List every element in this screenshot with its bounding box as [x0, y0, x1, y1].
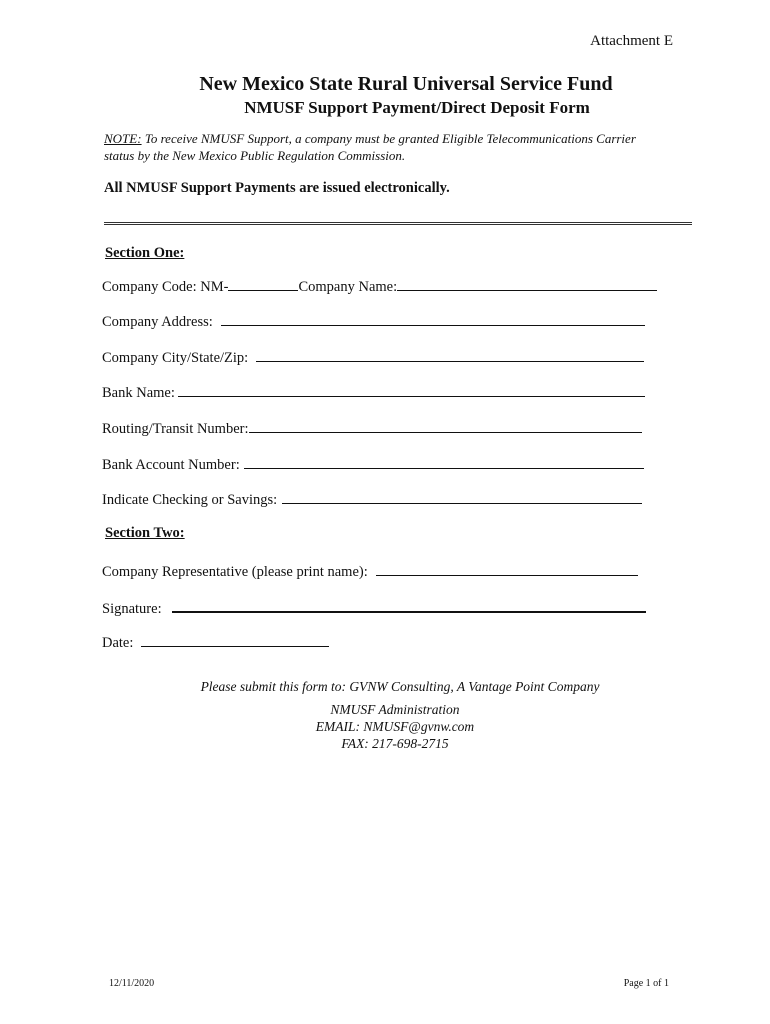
account-label: Bank Account Number: — [102, 457, 240, 473]
company-code-row — [102, 276, 657, 296]
company-city-label: Company City/State/Zip: — [102, 350, 249, 366]
bank-name-field[interactable] — [178, 382, 645, 397]
company-city-field[interactable] — [256, 347, 644, 362]
account-field[interactable] — [244, 454, 644, 469]
date-field[interactable] — [141, 632, 329, 647]
routing-label: Routing/Transit Number: — [102, 421, 249, 437]
submit-admin: NMUSF Administration — [330, 702, 460, 717]
signature-row — [102, 597, 646, 618]
bank-name-label: Bank Name: — [102, 385, 175, 401]
eligibility-note — [104, 130, 664, 164]
company-name-field[interactable] — [397, 276, 657, 291]
payments-notice: All NMUSF Support Payments are issued electronically. — [104, 180, 450, 196]
checking-row — [102, 489, 642, 509]
representative-field[interactable] — [376, 561, 638, 576]
date-label: Date: — [102, 635, 134, 651]
section-two-heading: Section Two: — [105, 525, 185, 541]
note-label: NOTE: — [104, 131, 142, 146]
submit-instructions: Please submit this form to: GVNW Consulting, A Vantage Point Company — [200, 679, 600, 694]
section-one-heading: Section One: — [105, 245, 185, 261]
signature-label: Signature: — [102, 601, 162, 617]
separator-line — [104, 222, 692, 225]
date-row — [102, 632, 329, 652]
company-address-row — [102, 311, 645, 331]
checking-label: Indicate Checking or Savings: — [102, 492, 278, 508]
form-title: New Mexico State Rural Universal Service Fund — [199, 73, 613, 95]
routing-row — [102, 418, 642, 438]
company-code-label: Company Code: NM- — [102, 279, 229, 295]
signature-field[interactable] — [172, 597, 646, 613]
routing-field[interactable] — [249, 418, 642, 433]
footer-page-number: Page 1 of 1 — [623, 978, 669, 989]
form-subtitle: NMUSF Support Payment/Direct Deposit Form — [244, 98, 590, 117]
attachment-label: Attachment E — [590, 33, 673, 49]
submit-email: EMAIL: NMUSF@gvnw.com — [315, 719, 475, 734]
submit-fax: FAX: 217-698-2715 — [341, 736, 449, 751]
company-address-field[interactable] — [221, 311, 645, 326]
footer-date: 12/11/2020 — [109, 978, 155, 989]
account-row — [102, 454, 644, 474]
company-city-row — [102, 347, 644, 367]
company-address-label: Company Address: — [102, 314, 213, 330]
representative-label: Company Representative (please print name): — [102, 564, 368, 580]
checking-field[interactable] — [282, 489, 642, 504]
bank-name-row — [102, 382, 645, 402]
company-name-label: Company Name: — [298, 279, 398, 295]
note-text: To receive NMUSF Support, a company must be granted Eligible Telecommunications Carrier status by the New Mexico Public Regulation Commission. — [104, 131, 636, 163]
company-code-field[interactable] — [228, 276, 298, 291]
representative-row — [102, 561, 638, 581]
